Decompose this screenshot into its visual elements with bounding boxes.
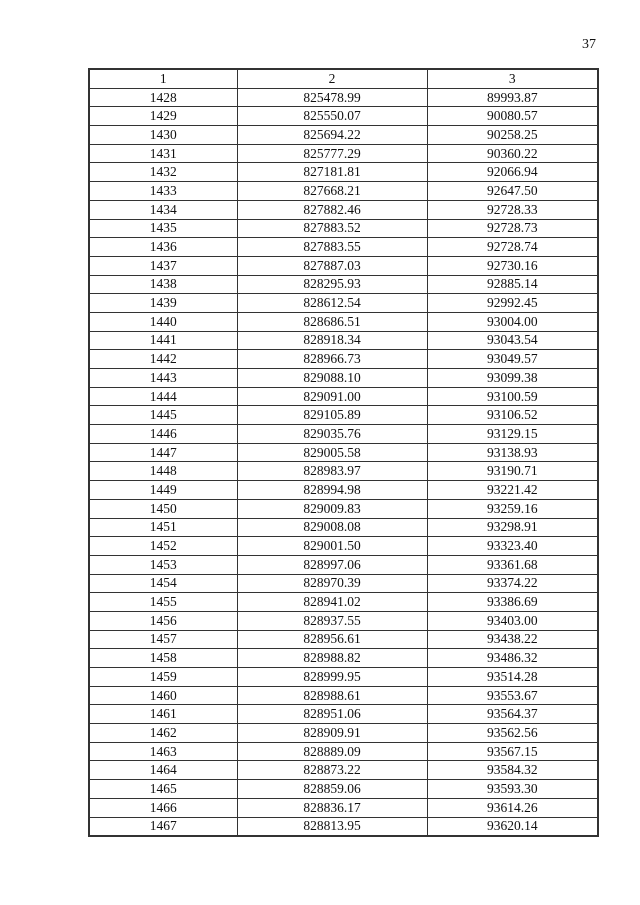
point-number-cell: 1443 xyxy=(89,369,237,388)
x-coordinate-cell: 828937.55 xyxy=(237,611,427,630)
table-row xyxy=(89,555,598,574)
y-coordinate-cell: 93221.42 xyxy=(427,481,598,500)
x-coordinate-cell: 828889.09 xyxy=(237,742,427,761)
y-coordinate-cell: 93106.52 xyxy=(427,406,598,425)
x-coordinate-cell: 828999.95 xyxy=(237,668,427,687)
point-number-cell: 1450 xyxy=(89,499,237,518)
table-row xyxy=(89,518,598,537)
x-coordinate-cell: 829009.83 xyxy=(237,499,427,518)
point-number-cell: 1459 xyxy=(89,668,237,687)
point-number-cell: 1429 xyxy=(89,107,237,126)
table-row xyxy=(89,686,598,705)
x-coordinate-cell: 829088.10 xyxy=(237,369,427,388)
y-coordinate-cell: 93614.26 xyxy=(427,798,598,817)
y-coordinate-cell: 93043.54 xyxy=(427,331,598,350)
table-row xyxy=(89,481,598,500)
y-coordinate-cell: 92728.74 xyxy=(427,238,598,257)
table-row xyxy=(89,331,598,350)
x-coordinate-cell: 829008.08 xyxy=(237,518,427,537)
y-coordinate-cell: 92728.33 xyxy=(427,200,598,219)
point-number-cell: 1446 xyxy=(89,425,237,444)
point-number-cell: 1448 xyxy=(89,462,237,481)
x-coordinate-cell: 828941.02 xyxy=(237,593,427,612)
y-coordinate-cell: 90080.57 xyxy=(427,107,598,126)
x-coordinate-cell: 828686.51 xyxy=(237,312,427,331)
point-number-cell: 1462 xyxy=(89,724,237,743)
x-coordinate-cell: 828295.93 xyxy=(237,275,427,294)
table-row xyxy=(89,537,598,556)
point-number-cell: 1461 xyxy=(89,705,237,724)
point-number-cell: 1428 xyxy=(89,88,237,107)
x-coordinate-cell: 827883.55 xyxy=(237,238,427,257)
y-coordinate-cell: 93593.30 xyxy=(427,780,598,799)
table-row xyxy=(89,425,598,444)
table-row xyxy=(89,593,598,612)
x-coordinate-cell: 828909.91 xyxy=(237,724,427,743)
x-coordinate-cell: 828988.61 xyxy=(237,686,427,705)
y-coordinate-cell: 93323.40 xyxy=(427,537,598,556)
table-row xyxy=(89,630,598,649)
table-row xyxy=(89,668,598,687)
x-coordinate-cell: 828997.06 xyxy=(237,555,427,574)
table-row xyxy=(89,462,598,481)
coordinates-table xyxy=(88,68,599,837)
y-coordinate-cell: 93100.59 xyxy=(427,387,598,406)
point-number-cell: 1458 xyxy=(89,649,237,668)
y-coordinate-cell: 93129.15 xyxy=(427,425,598,444)
point-number-cell: 1433 xyxy=(89,182,237,201)
table-row xyxy=(89,611,598,630)
x-coordinate-cell: 828970.39 xyxy=(237,574,427,593)
x-coordinate-cell: 829091.00 xyxy=(237,387,427,406)
table-row xyxy=(89,107,598,126)
page-number: 37 xyxy=(582,37,596,52)
point-number-cell: 1464 xyxy=(89,761,237,780)
x-coordinate-cell: 825550.07 xyxy=(237,107,427,126)
y-coordinate-cell: 93298.91 xyxy=(427,518,598,537)
table-row xyxy=(89,798,598,817)
table-row xyxy=(89,369,598,388)
point-number-cell: 1431 xyxy=(89,144,237,163)
y-coordinate-cell: 93099.38 xyxy=(427,369,598,388)
table-row xyxy=(89,219,598,238)
point-number-cell: 1445 xyxy=(89,406,237,425)
point-number-cell: 1439 xyxy=(89,294,237,313)
table-row xyxy=(89,182,598,201)
table-row xyxy=(89,350,598,369)
point-number-cell: 1437 xyxy=(89,256,237,275)
y-coordinate-cell: 93584.32 xyxy=(427,761,598,780)
y-coordinate-cell: 93567.15 xyxy=(427,742,598,761)
point-number-cell: 1456 xyxy=(89,611,237,630)
x-coordinate-cell: 829105.89 xyxy=(237,406,427,425)
column-header-3: 3 xyxy=(427,69,598,88)
point-number-cell: 1453 xyxy=(89,555,237,574)
y-coordinate-cell: 93438.22 xyxy=(427,630,598,649)
y-coordinate-cell: 93004.00 xyxy=(427,312,598,331)
point-number-cell: 1465 xyxy=(89,780,237,799)
y-coordinate-cell: 93514.28 xyxy=(427,668,598,687)
table-row xyxy=(89,761,598,780)
table-row xyxy=(89,275,598,294)
table-row xyxy=(89,742,598,761)
point-number-cell: 1457 xyxy=(89,630,237,649)
point-number-cell: 1430 xyxy=(89,126,237,145)
table-row xyxy=(89,126,598,145)
y-coordinate-cell: 92992.45 xyxy=(427,294,598,313)
point-number-cell: 1444 xyxy=(89,387,237,406)
table-body xyxy=(89,88,598,836)
point-number-cell: 1434 xyxy=(89,200,237,219)
x-coordinate-cell: 828836.17 xyxy=(237,798,427,817)
y-coordinate-cell: 93361.68 xyxy=(427,555,598,574)
y-coordinate-cell: 93553.67 xyxy=(427,686,598,705)
table-row xyxy=(89,88,598,107)
table-row xyxy=(89,238,598,257)
table-row xyxy=(89,443,598,462)
x-coordinate-cell: 825777.29 xyxy=(237,144,427,163)
point-number-cell: 1460 xyxy=(89,686,237,705)
x-coordinate-cell: 827668.21 xyxy=(237,182,427,201)
table-row xyxy=(89,163,598,182)
y-coordinate-cell: 92728.73 xyxy=(427,219,598,238)
x-coordinate-cell: 828873.22 xyxy=(237,761,427,780)
y-coordinate-cell: 92066.94 xyxy=(427,163,598,182)
point-number-cell: 1467 xyxy=(89,817,237,836)
x-coordinate-cell: 825694.22 xyxy=(237,126,427,145)
table-header-row xyxy=(89,69,598,88)
point-number-cell: 1466 xyxy=(89,798,237,817)
y-coordinate-cell: 93259.16 xyxy=(427,499,598,518)
y-coordinate-cell: 93403.00 xyxy=(427,611,598,630)
table-row xyxy=(89,200,598,219)
point-number-cell: 1438 xyxy=(89,275,237,294)
point-number-cell: 1451 xyxy=(89,518,237,537)
x-coordinate-cell: 827887.03 xyxy=(237,256,427,275)
table-row xyxy=(89,705,598,724)
y-coordinate-cell: 93138.93 xyxy=(427,443,598,462)
point-number-cell: 1447 xyxy=(89,443,237,462)
table-row xyxy=(89,144,598,163)
x-coordinate-cell: 827882.46 xyxy=(237,200,427,219)
y-coordinate-cell: 93386.69 xyxy=(427,593,598,612)
x-coordinate-cell: 828988.82 xyxy=(237,649,427,668)
x-coordinate-cell: 828951.06 xyxy=(237,705,427,724)
column-header-1: 1 xyxy=(89,69,237,88)
point-number-cell: 1455 xyxy=(89,593,237,612)
y-coordinate-cell: 93049.57 xyxy=(427,350,598,369)
table-row xyxy=(89,780,598,799)
point-number-cell: 1452 xyxy=(89,537,237,556)
y-coordinate-cell: 89993.87 xyxy=(427,88,598,107)
y-coordinate-cell: 90360.22 xyxy=(427,144,598,163)
point-number-cell: 1442 xyxy=(89,350,237,369)
x-coordinate-cell: 825478.99 xyxy=(237,88,427,107)
x-coordinate-cell: 827883.52 xyxy=(237,219,427,238)
x-coordinate-cell: 829005.58 xyxy=(237,443,427,462)
x-coordinate-cell: 828918.34 xyxy=(237,331,427,350)
y-coordinate-cell: 93620.14 xyxy=(427,817,598,836)
point-number-cell: 1436 xyxy=(89,238,237,257)
y-coordinate-cell: 93374.22 xyxy=(427,574,598,593)
y-coordinate-cell: 93564.37 xyxy=(427,705,598,724)
table-row xyxy=(89,387,598,406)
table-row xyxy=(89,312,598,331)
y-coordinate-cell: 93486.32 xyxy=(427,649,598,668)
table-row xyxy=(89,817,598,836)
table-row xyxy=(89,256,598,275)
table-row xyxy=(89,406,598,425)
y-coordinate-cell: 92730.16 xyxy=(427,256,598,275)
point-number-cell: 1440 xyxy=(89,312,237,331)
y-coordinate-cell: 92647.50 xyxy=(427,182,598,201)
x-coordinate-cell: 828956.61 xyxy=(237,630,427,649)
point-number-cell: 1435 xyxy=(89,219,237,238)
point-number-cell: 1454 xyxy=(89,574,237,593)
x-coordinate-cell: 828859.06 xyxy=(237,780,427,799)
table-row xyxy=(89,649,598,668)
x-coordinate-cell: 829035.76 xyxy=(237,425,427,444)
point-number-cell: 1463 xyxy=(89,742,237,761)
column-header-2: 2 xyxy=(237,69,427,88)
y-coordinate-cell: 92885.14 xyxy=(427,275,598,294)
point-number-cell: 1432 xyxy=(89,163,237,182)
point-number-cell: 1449 xyxy=(89,481,237,500)
table-row xyxy=(89,574,598,593)
x-coordinate-cell: 828983.97 xyxy=(237,462,427,481)
table-row xyxy=(89,499,598,518)
y-coordinate-cell: 90258.25 xyxy=(427,126,598,145)
table-row xyxy=(89,294,598,313)
y-coordinate-cell: 93190.71 xyxy=(427,462,598,481)
point-number-cell: 1441 xyxy=(89,331,237,350)
x-coordinate-cell: 828966.73 xyxy=(237,350,427,369)
table-row xyxy=(89,724,598,743)
x-coordinate-cell: 828994.98 xyxy=(237,481,427,500)
x-coordinate-cell: 828813.95 xyxy=(237,817,427,836)
x-coordinate-cell: 829001.50 xyxy=(237,537,427,556)
y-coordinate-cell: 93562.56 xyxy=(427,724,598,743)
x-coordinate-cell: 827181.81 xyxy=(237,163,427,182)
x-coordinate-cell: 828612.54 xyxy=(237,294,427,313)
